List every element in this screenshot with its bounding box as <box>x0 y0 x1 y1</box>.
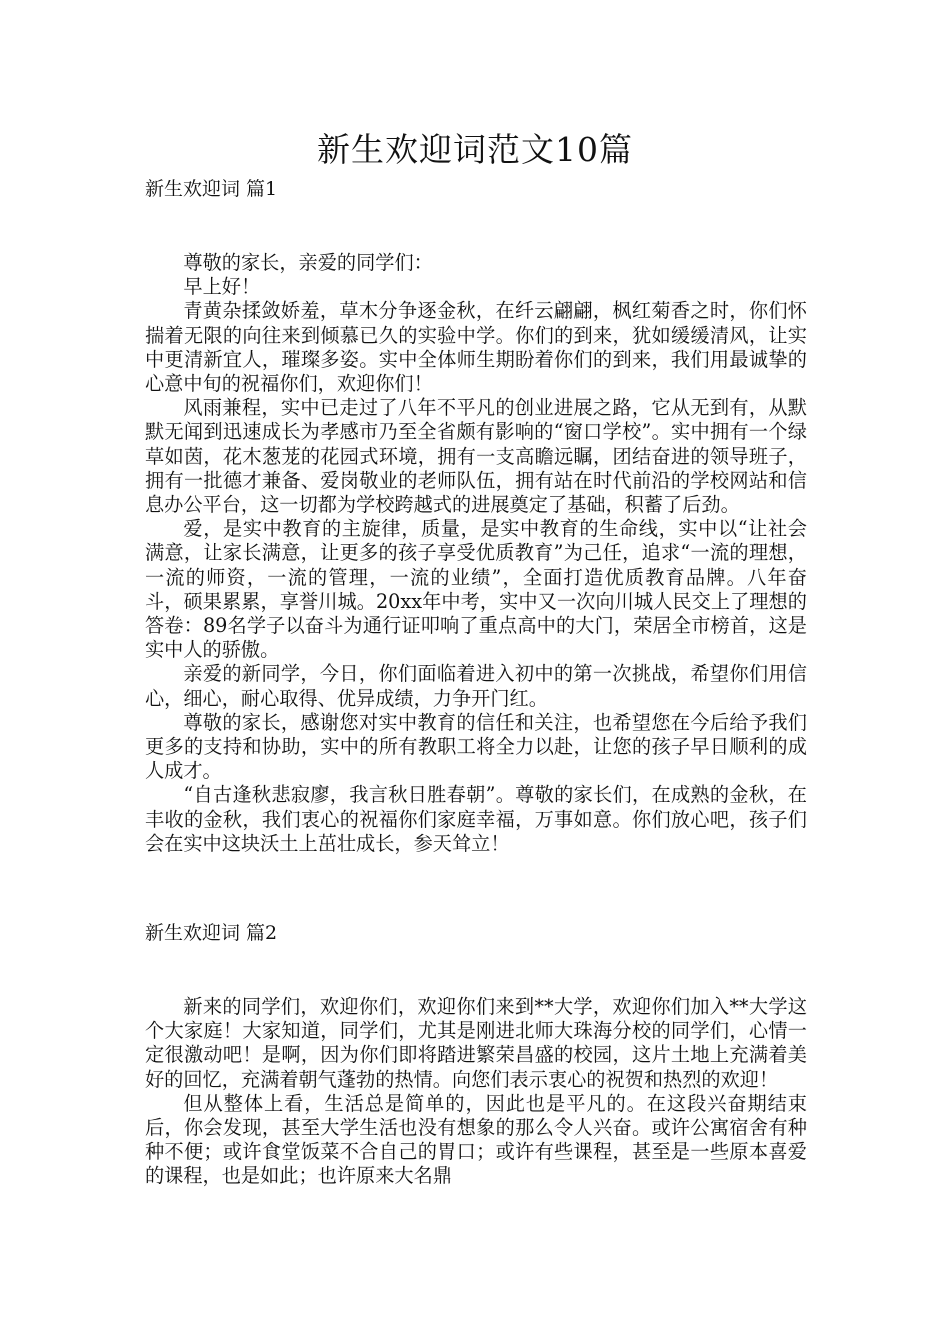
body-paragraph: 新来的同学们，欢迎你们，欢迎你们来到**大学，欢迎你们加入**大学这个大家庭！大家知道，同学们，尤其是刚进北师大珠海分校的同学们，心情一定很激动吧！是啊，因为你们即将踏进繁荣昌盛的校园，这片土地上充满着美好的回忆，充满着朝气蓬勃的热情。向您们表示衷心的祝贺和热烈的欢迎！ <box>145 995 807 1091</box>
section-heading-1: 新生欢迎词 篇1 <box>145 178 278 200</box>
body-paragraph: 青黄杂揉敛娇羞，草木分争逐金秋，在纤云翩翩，枫红菊香之时，你们怀揣着无限的向往来到倾慕已久的实验中学。你们的到来，犹如缓缓清风，让实中更清新宜人，璀璨多姿。实中全体师生期盼着你们的到来，我们用最诚挚的心意中旬的祝福你们，欢迎你们！ <box>145 299 807 396</box>
section-body-1 <box>145 251 807 856</box>
document-title: 新生欢迎词范文10篇 <box>317 130 633 169</box>
body-paragraph: 亲爱的新同学，今日，你们面临着进入初中的第一次挑战，希望你们用信心，细心，耐心取得、优异成绩，力争开门红。 <box>145 662 807 710</box>
greeting-paragraph: 早上好！ <box>183 275 261 299</box>
body-paragraph: 爱，是实中教育的主旋律，质量，是实中教育的生命线，实中以“让社会满意，让家长满意，让更多的孩子享受优质教育”为己任，追求“一流的理想，一流的师资，一流的管理，一流的业绩”，全面打造优质教育品牌。八年奋斗，硕果累累，享誉川城。20xx年中考，实中又一次向川城人民交上了理想的答卷：89名学子以奋斗为通行证叩响了重点高中的大门，荣居全市榜首，这是实中人的骄傲。 <box>145 517 807 662</box>
body-paragraph: 但从整体上看，生活总是简单的，因此也是平凡的。在这段兴奋期结束后，你会发现，甚至大学生活也没有想象的那么令人兴奋。或许公寓宿舍有种种不便；或许食堂饭菜不合自己的胃口；或许有些课程，甚至是一些原本喜爱的课程，也是如此；也许原来大名鼎 <box>145 1091 807 1188</box>
body-paragraph: 尊敬的家长，感谢您对实中教育的信任和关注，也希望您在今后给予我们更多的支持和协助，实中的所有教职工将全力以赴，让您的孩子早日顺利的成人成才。 <box>145 710 807 783</box>
section-heading-2: 新生欢迎词 篇2 <box>145 922 278 944</box>
salutation-paragraph: 尊敬的家长，亲爱的同学们： <box>183 251 433 274</box>
body-paragraph: 风雨兼程，实中已走过了八年不平凡的创业进展之路，它从无到有，从默默无闻到迅速成长为孝感市乃至全省颇有影响的“窗口学校”。实中拥有一个绿草如茵，花木葱茏的花园式环境，拥有一支高瞻远瞩，团结奋进的领导班子，拥有一批德才兼备、爱岗敬业的老师队伍，拥有站在时代前沿的学校网站和信息办公平台，这一切都为学校跨越式的进展奠定了基础，积蓄了后劲。 <box>145 396 807 517</box>
body-paragraph: “自古逢秋悲寂廖，我言秋日胜春朝”。尊敬的家长们，在成熟的金秋，在丰收的金秋，我们衷心的祝福你们家庭幸福，万事如意。你们放心吧，孩子们会在实中这块沃土上茁壮成长，参天耸立！ <box>145 783 807 855</box>
section-body-2 <box>145 995 807 1189</box>
